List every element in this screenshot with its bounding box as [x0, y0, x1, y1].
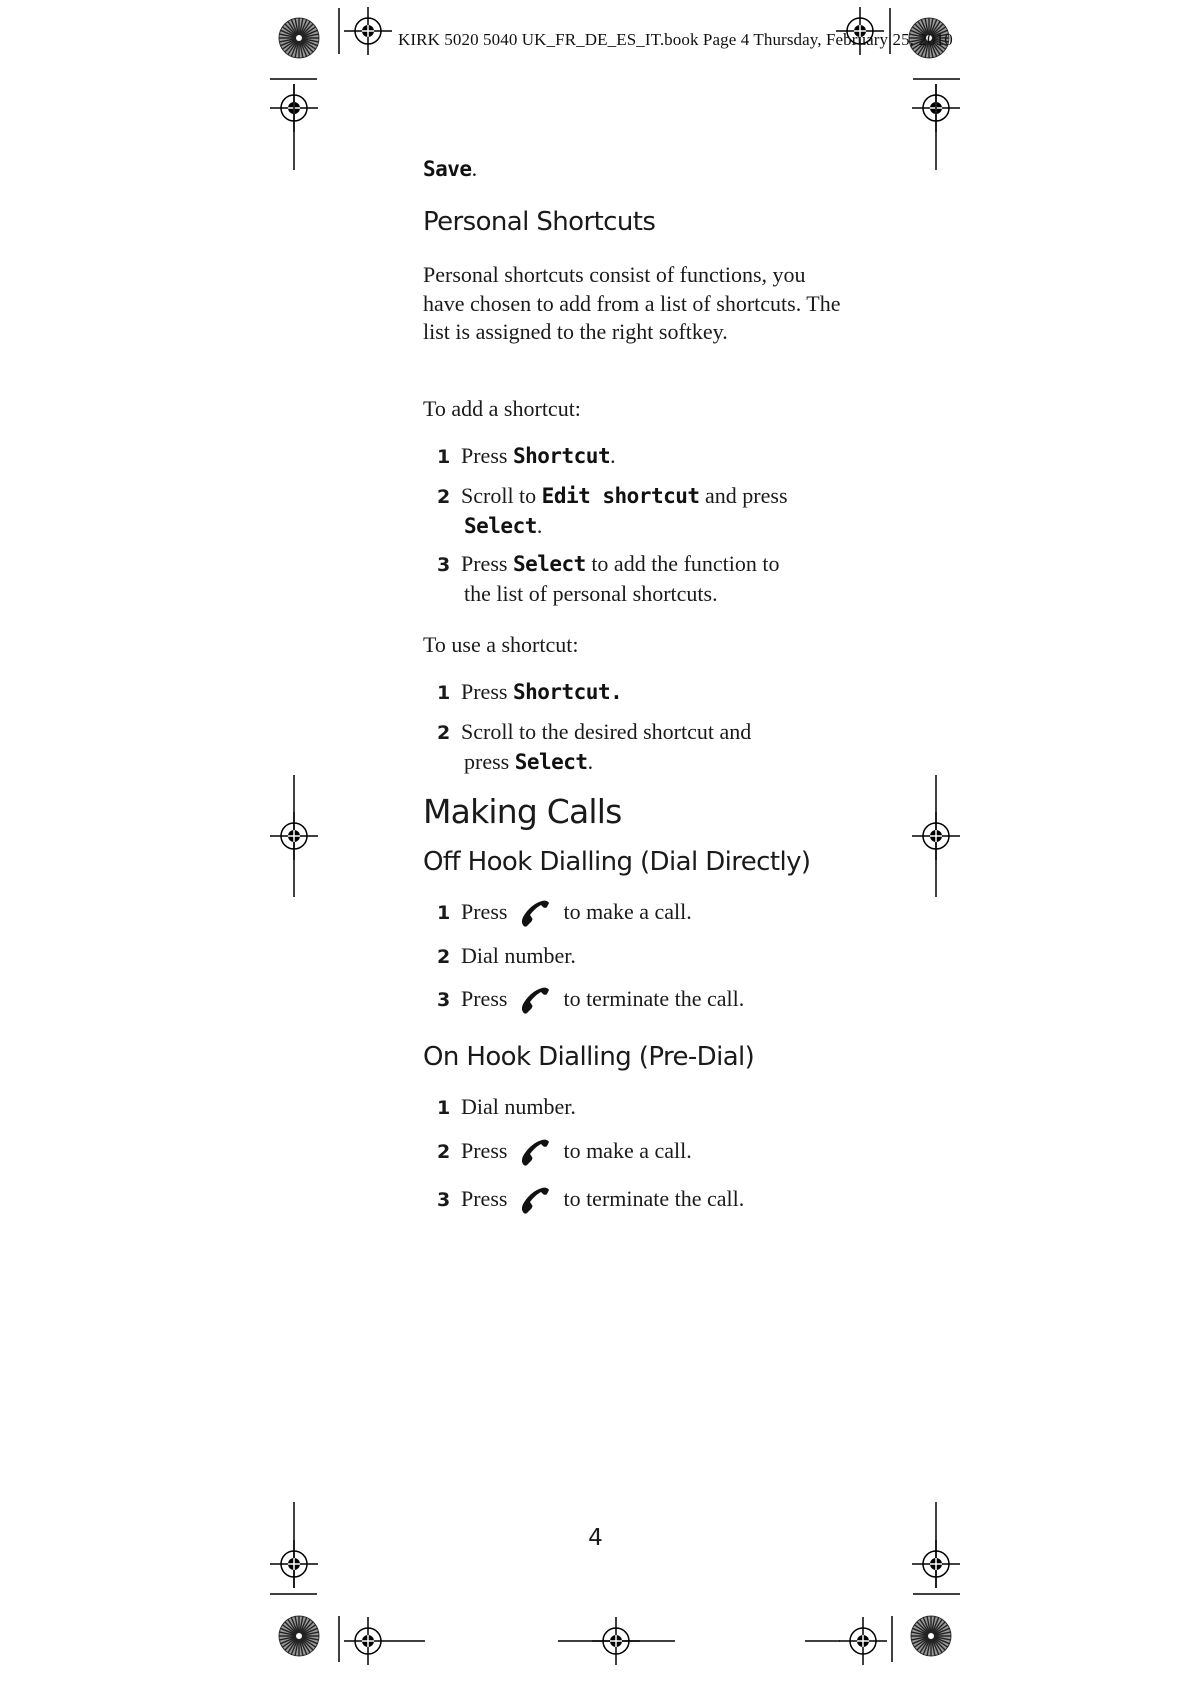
add-step-1: 1 Press Shortcut. — [437, 443, 616, 468]
making-calls-heading: Making Calls — [423, 792, 622, 831]
personal-shortcuts-heading: Personal Shortcuts — [423, 207, 656, 237]
on-hook-step-1: 1 Dial number. — [437, 1094, 576, 1119]
phone-handset-icon — [519, 898, 551, 928]
off-hook-heading: Off Hook Dialling (Dial Directly) — [423, 847, 811, 877]
select-key: Select — [512, 552, 586, 576]
on-hook-step-2: 2 Press to make a call. — [437, 1137, 837, 1167]
use-step-2: 2 Scroll to the desired shortcut and press Select. — [437, 719, 752, 774]
select-key: Select — [514, 749, 588, 774]
off-hook-step-3: 3 Press to terminate the call. — [437, 985, 837, 1015]
page-number: 4 — [588, 1525, 603, 1551]
add-shortcut-label: To add a shortcut: — [423, 396, 581, 421]
use-step-1: 1 Press Shortcut. — [437, 679, 623, 704]
shortcut-key: Shortcut — [512, 444, 611, 468]
on-hook-step-3: 3 Press to terminate the call. — [437, 1185, 837, 1215]
phone-handset-icon — [519, 985, 551, 1015]
personal-shortcuts-intro: Personal shortcuts consist of functions, you have chosen to add from a list of shortcuts. The list is assigned to the right softkey. — [423, 262, 841, 344]
save-line: Save. — [423, 156, 478, 181]
use-shortcut-label: To use a shortcut: — [423, 632, 579, 657]
off-hook-step-1: 1 Press to make a call. — [437, 898, 837, 928]
on-hook-heading: On Hook Dialling (Pre-Dial) — [423, 1042, 755, 1072]
add-step-2: 2 Scroll to Edit shortcut and press Select. — [437, 483, 788, 538]
select-key: Select — [464, 513, 537, 538]
save-key: Save — [423, 157, 472, 181]
shortcut-key: Shortcut. — [512, 680, 623, 704]
phone-handset-icon — [519, 1185, 551, 1215]
off-hook-step-2: 2 Dial number. — [437, 943, 576, 968]
edit-shortcut-key: Edit shortcut — [541, 484, 700, 508]
book-slug-header: KIRK 5020 5040 UK_FR_DE_ES_IT.book Page 4 Thursday, February 25, 2010 — [398, 30, 953, 49]
add-step-3: 3 Press Select to add the function to the list of personal shortcuts. — [437, 551, 780, 606]
phone-handset-icon — [519, 1137, 551, 1167]
